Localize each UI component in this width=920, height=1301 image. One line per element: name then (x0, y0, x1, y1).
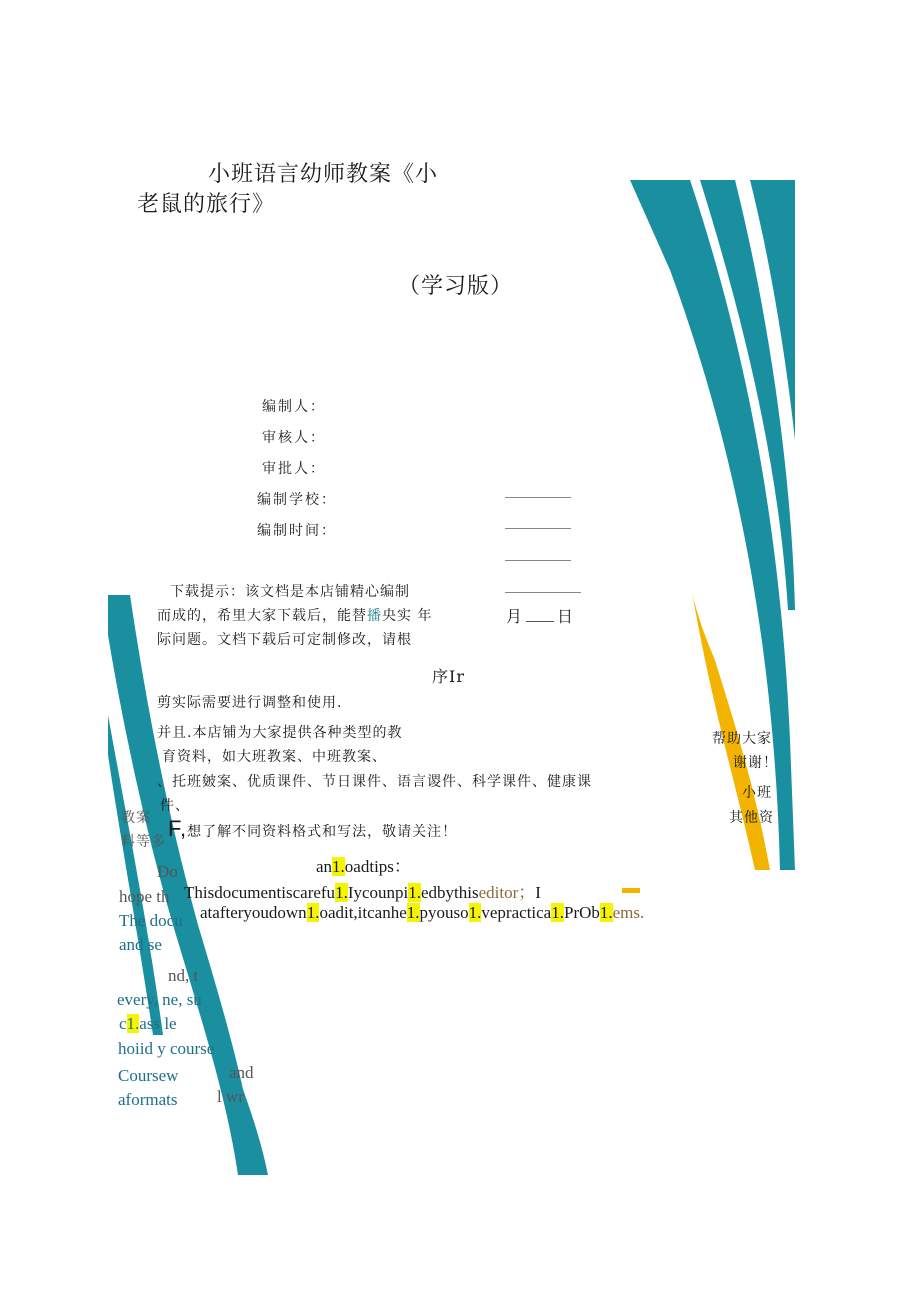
blank-line-4 (505, 592, 581, 593)
highlight: 1. (332, 857, 345, 876)
notice-line-10a: F, (168, 816, 188, 841)
right-fragment-4: 其他资 (729, 810, 774, 826)
notice-line-1: 下载提示：该文档是本店铺精心编制 (170, 584, 410, 600)
notice-line-2c: 央实 年 (382, 608, 433, 624)
notice-line-10 (168, 816, 457, 842)
notice-line-9: 件、 (160, 798, 190, 814)
gold-mark (622, 888, 640, 893)
day-label: 日 (557, 607, 575, 626)
school-label: 编制学校： (257, 492, 337, 508)
document-title-line2: 老鼠的旅行》 (137, 192, 276, 217)
approver-label: 审批人： (262, 461, 326, 477)
document-subtitle: （学习版） (398, 274, 514, 299)
en-fragment-wr: l wr (217, 1087, 244, 1106)
en-fragment-do: Do (157, 862, 178, 881)
en-fragment-and-se: and se (119, 935, 162, 954)
notice-line-5: 剪实际需要进行调整和使用. (157, 695, 343, 711)
notice-line-2a: 而成的，希里大家下载后，能替 (157, 608, 367, 624)
right-fragment-1: 帮助大家 (712, 731, 772, 747)
notice-line-3: 际问题。文档下载后可定制修改，请根 (157, 632, 412, 648)
compiler-label: 编制人： (262, 399, 326, 415)
blank-line-1 (505, 497, 571, 498)
en-fragment-aformats: aformats (118, 1090, 178, 1109)
notice-line-7: 育资料，如大班教案、中班教案、 (162, 749, 387, 765)
en-fragment-hope: hope th (119, 887, 170, 906)
left-fragment-1: 教案 (121, 810, 151, 826)
blank-line-2 (505, 528, 571, 529)
date-line (506, 604, 574, 627)
notice-line-2b: 播 (367, 608, 382, 624)
time-label: 编制时间： (257, 523, 337, 539)
english-line-1: Thisdocumentiscarefu1.Iycounpi1.edbythiseditor；I (184, 883, 541, 902)
date-blank (526, 621, 554, 622)
en-fragment-and2: and (229, 1063, 254, 1082)
right-fragment-3: 小班 (742, 785, 772, 801)
en-fragment-nd: nd, t (168, 966, 199, 985)
en-fragment-the-docu: The docu (119, 911, 183, 930)
notice-line-6: 并且.本店铺为大家提供各种类型的教 (157, 725, 403, 741)
notice-line-8: 、托班皴案、优质课件、节日课件、语言谡件、科学课件、健康课 (157, 774, 592, 790)
right-fragment-2: 谢谢！ (733, 755, 778, 771)
notice-line-2 (157, 605, 432, 625)
en-fragment-every: every, ne, su (117, 990, 202, 1009)
en-fragment-class: c1.ass le (119, 1014, 177, 1033)
blank-line-3 (505, 560, 571, 561)
reviewer-label: 审核人： (262, 430, 326, 446)
notice-line-4: 序Ir (432, 667, 465, 686)
en-fragment-hoiid: hoiid y course (118, 1039, 215, 1058)
english-line-2: atafteryoudown1.oadit,itcanhe1.pyouso1.vepractica1.PrOb1.ems. (200, 903, 645, 922)
month-label: 月 (506, 607, 524, 626)
english-heading: an1.oadtips： (316, 857, 411, 876)
notice-line-10b: 想了解不同资料格式和写法，敬请关注！ (187, 824, 458, 840)
en-fragment-coursew: Coursew (118, 1066, 179, 1085)
document-title-line1: 小班语言幼师教案《小 (208, 162, 439, 187)
left-fragment-2: 料等多 (121, 834, 166, 850)
